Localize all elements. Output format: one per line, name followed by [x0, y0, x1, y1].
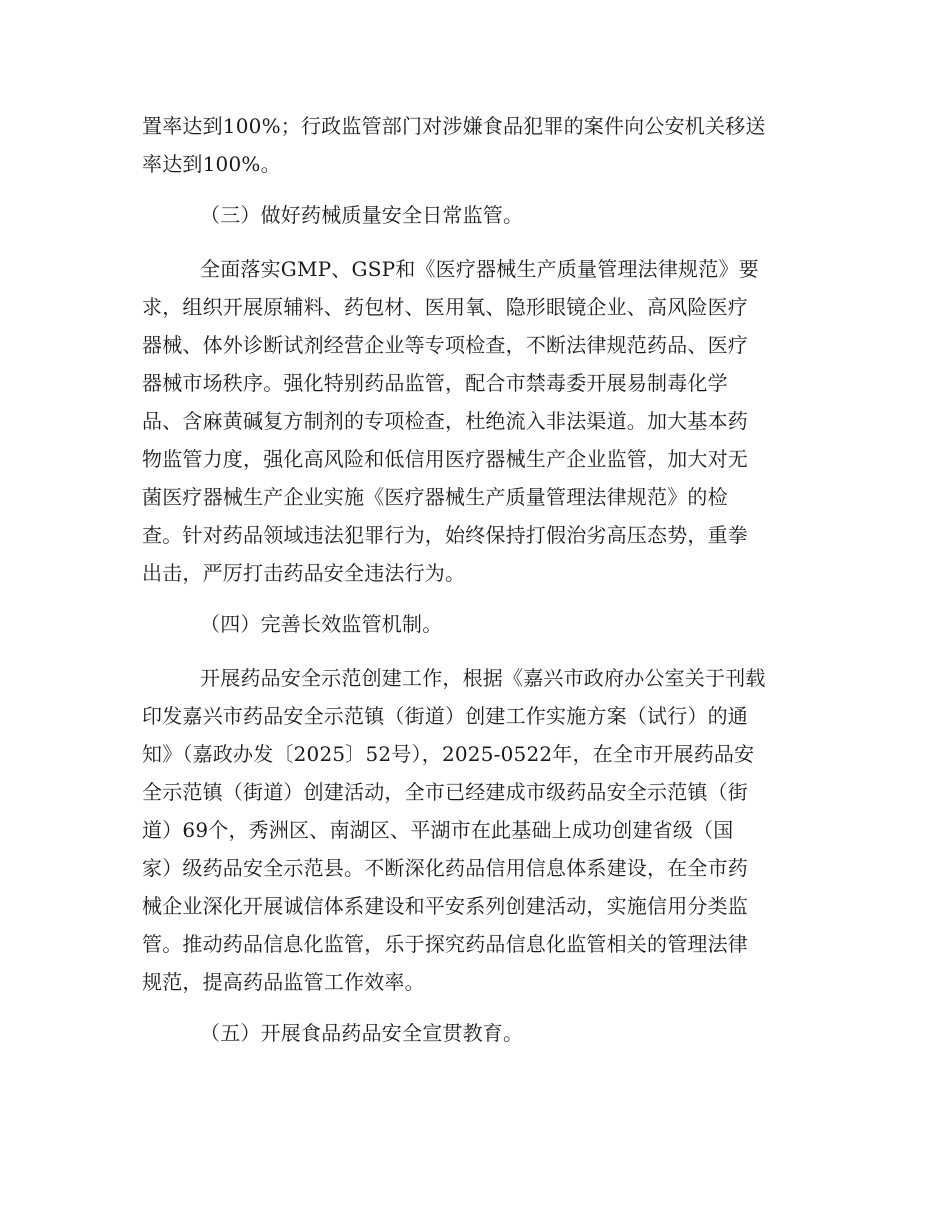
- paragraph-line: 出击，严厉打击药品安全违法行为。: [142, 561, 466, 585]
- paragraph-line: 管。推动药品信息化监管，乐于探究药品信息化监管相关的管理法律: [142, 932, 748, 956]
- paragraph-line: 开展药品安全示范创建工作，根据《嘉兴市政府办公室关于刊载: [200, 666, 766, 690]
- paragraph-line: 查。针对药品领域违法犯罪行为，始终保持打假治劣高压态势，重拳: [142, 523, 748, 547]
- paragraph-line: 规范，提高药品监管工作效率。: [142, 970, 425, 994]
- paragraph-line: 械企业深化开展诚信体系建设和平安系列创建活动，实施信用分类监: [142, 894, 748, 918]
- section-heading: （四）完善长效监管机制。: [200, 612, 443, 636]
- paragraph-line: 器械、体外诊断试剂经营企业等专项检查，不断法律规范药品、医疗: [142, 333, 748, 357]
- paragraph-line: 率达到100%。: [142, 152, 281, 176]
- paragraph-line: 道）69个，秀洲区、南湖区、平湖市在此基础上成功创建省级（国: [142, 818, 734, 842]
- paragraph-line: 置率达到100%；行政监管部门对涉嫌食品犯罪的案件向公安机关移送: [142, 114, 766, 138]
- section-heading: （三）做好药械质量安全日常监管。: [200, 203, 524, 227]
- paragraph-line: 物监管力度，强化高风险和低信用医疗器械生产企业监管，加大对无: [142, 447, 748, 471]
- section-heading: （五）开展食品药品安全宣贯教育。: [200, 1021, 524, 1045]
- paragraph-line: 品、含麻黄碱复方制剂的专项检查，杜绝流入非法渠道。加大基本药: [142, 409, 748, 433]
- paragraph-line: 印发嘉兴市药品安全示范镇（街道）创建工作实施方案（试行）的通: [142, 704, 748, 728]
- paragraph-line: 器械市场秩序。强化特别药品监管，配合市禁毒委开展易制毒化学: [142, 371, 728, 395]
- paragraph-line: 知》（嘉政办发〔2025〕52号），2025-0522年，在全市开展药品安: [142, 742, 755, 766]
- paragraph-line: 求，组织开展原辅料、药包材、医用氧、隐形眼镜企业、高风险医疗: [142, 295, 748, 319]
- paragraph-line: 菌医疗器械生产企业实施《医疗器械生产质量管理法律规范》的检: [142, 485, 728, 509]
- paragraph-line: 全面落实GMP、GSP和《医疗器械生产质量管理法律规范》要: [200, 257, 759, 281]
- paragraph-line: 全示范镇（街道）创建活动，全市已经建成市级药品安全示范镇（街: [142, 780, 748, 804]
- paragraph-line: 家）级药品安全示范县。不断深化药品信用信息体系建设，在全市药: [142, 856, 748, 880]
